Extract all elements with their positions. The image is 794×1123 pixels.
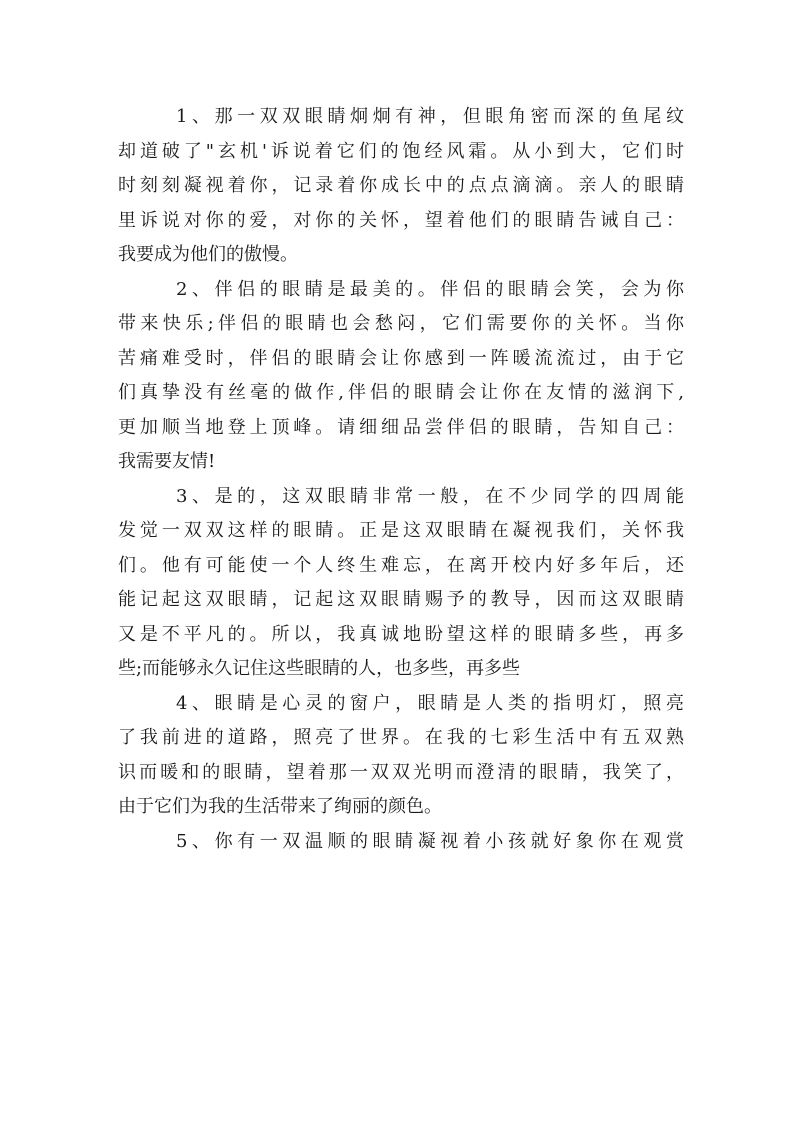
paragraph-line: 们真挚没有丝毫的做作,伴侣的眼睛会让你在友情的滋润下, — [118, 382, 684, 403]
paragraph-line: 又是不平凡的。所以，我真诚地盼望这样的眼睛多些，再多 — [118, 623, 684, 645]
paragraph-line: 能记起这双眼睛，记起这双眼睛赐予的教导，因而这双眼睛 — [118, 589, 684, 610]
paragraph-line: 1、那一双双眼睛炯炯有神，但眼角密而深的鱼尾纹 — [176, 106, 684, 127]
paragraph-1 — [118, 100, 684, 273]
paragraph-line: 我需要友情! — [118, 451, 216, 472]
paragraph-line: 里诉说对你的爱，对你的关怀，望着他们的眼睛告诫自己： — [118, 209, 684, 231]
paragraph-2 — [118, 273, 684, 480]
paragraph-line: 我要成为他们的傲慢。 — [118, 244, 298, 265]
paragraph-line: 们。他有可能使一个人终生难忘，在离开校内好多年后，还 — [118, 554, 684, 576]
paragraph-line: 苦痛难受时，伴侣的眼睛会让你感到一阵暖流流过，由于它 — [118, 347, 684, 369]
paragraph-line: 更加顺当地登上顶峰。请细细品尝伴侣的眼睛，告知自己： — [118, 416, 684, 438]
paragraph-5 — [118, 825, 684, 860]
paragraph-line: 识而暖和的眼睛，望着那一双双光明而澄清的眼睛，我笑了， — [118, 761, 684, 783]
paragraph-line: 发觉一双双这样的眼睛。正是这双眼睛在凝视我们，关怀我 — [118, 520, 684, 541]
paragraph-line: 5、你有一双温顺的眼睛凝视着小孩就好象你在观赏 — [176, 830, 684, 852]
paragraph-4 — [118, 687, 684, 825]
paragraph-line: 却道破了"玄机'诉说着它们的饱经风霜。从小到大，它们时 — [118, 140, 684, 162]
paragraph-line: 些;而能够永久记住这些眼睛的人，也多些，再多些 — [118, 658, 521, 679]
paragraph-3 — [118, 480, 684, 687]
paragraph-line: 带来快乐;伴侣的眼睛也会愁闷，它们需要你的关怀。当你 — [118, 313, 684, 334]
paragraph-line: 3、是的，这双眼睛非常一般，在不少同学的四周能 — [176, 485, 684, 507]
paragraph-line: 4、眼睛是心灵的窗户，眼睛是人类的指明灯，照亮 — [176, 692, 684, 714]
document-body — [118, 100, 684, 859]
paragraph-line: 2、伴侣的眼睛是最美的。伴侣的眼睛会笑，会为你 — [176, 278, 684, 300]
paragraph-line: 了我前进的道路，照亮了世界。在我的七彩生活中有五双熟 — [118, 727, 684, 748]
paragraph-line: 由于它们为我的生活带来了绚丽的颜色。 — [118, 796, 442, 817]
paragraph-line: 时刻刻凝视着你，记录着你成长中的点点滴滴。亲人的眼睛 — [118, 175, 684, 196]
